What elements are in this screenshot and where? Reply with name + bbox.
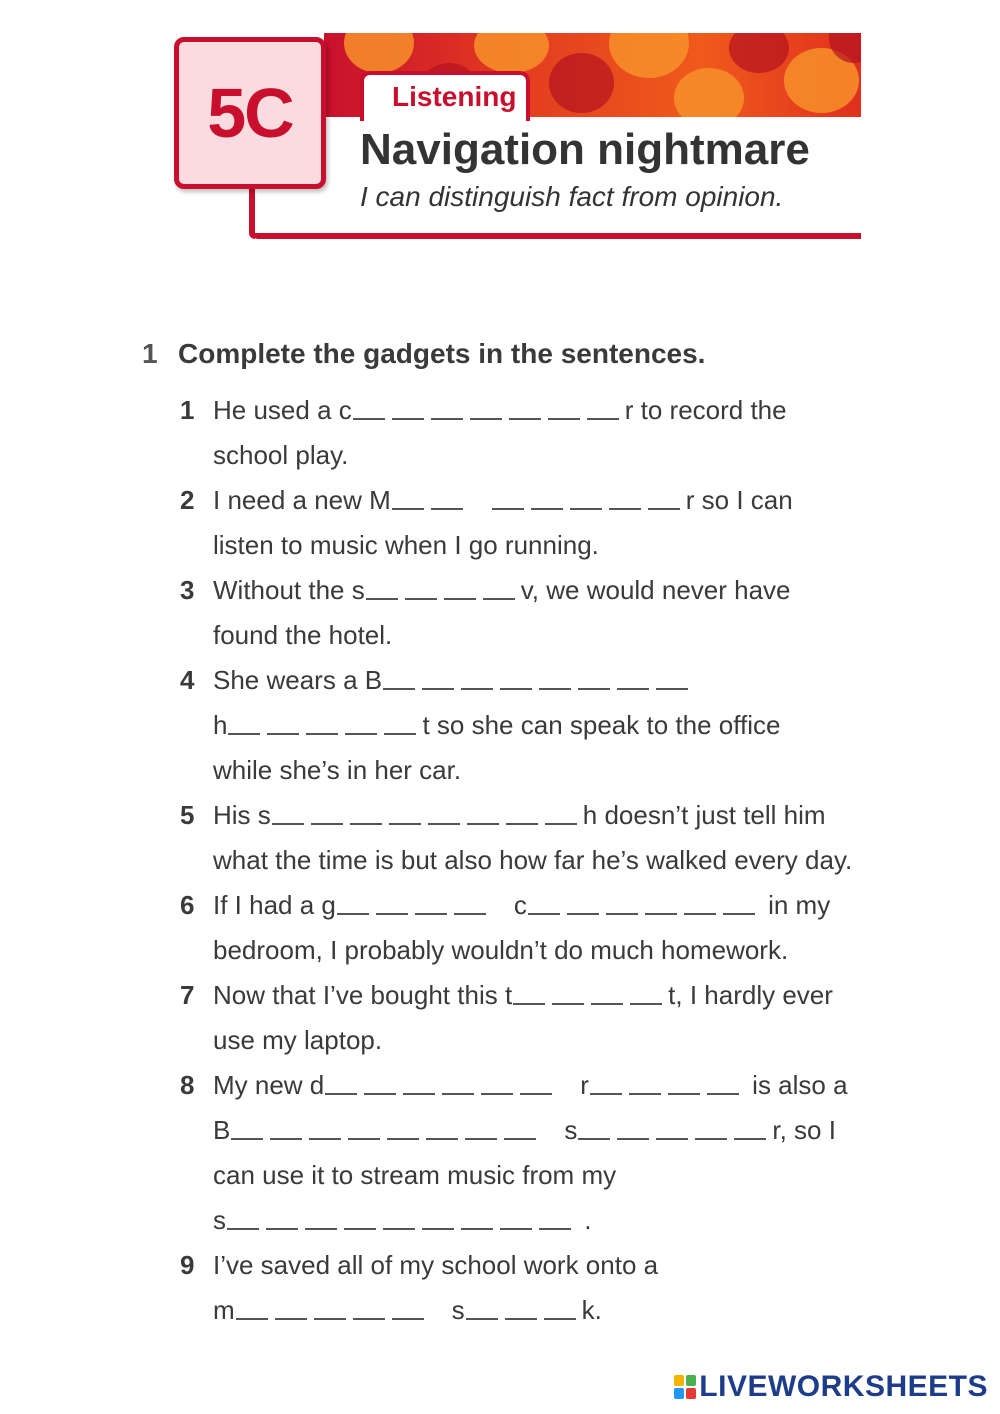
sentence-text: while she’s in her car.: [213, 755, 462, 785]
letter-blank[interactable]: [723, 913, 755, 915]
letter-blank[interactable]: [364, 1093, 396, 1095]
exercise-item: [180, 793, 940, 883]
item-line: [213, 973, 940, 1018]
letter-blank[interactable]: [544, 1318, 576, 1320]
exercise-heading: [142, 338, 705, 370]
letter-blank[interactable]: [552, 1003, 584, 1005]
sentence-text: Now that I’ve bought this t: [213, 980, 513, 1010]
item-line: [213, 1198, 940, 1243]
item-line: [213, 613, 940, 658]
letter-blank[interactable]: [531, 508, 563, 510]
letter-blank[interactable]: [548, 418, 580, 420]
item-number: 4: [180, 665, 195, 695]
letter-blank[interactable]: [389, 823, 421, 825]
exercise-items: [180, 388, 940, 1333]
sentence-text: r: [580, 1070, 589, 1100]
sentence-text: s: [564, 1115, 578, 1145]
letter-blank[interactable]: [656, 688, 688, 690]
unit-header-banner: [174, 33, 861, 243]
letter-blank[interactable]: [422, 1228, 454, 1230]
item-line: [213, 658, 940, 703]
letter-blank[interactable]: [587, 418, 619, 420]
letter-blank[interactable]: [405, 598, 437, 600]
item-number: 2: [180, 485, 195, 515]
item-line: [213, 433, 940, 478]
letter-blank[interactable]: [539, 688, 571, 690]
letter-blank[interactable]: [267, 733, 299, 735]
letter-blank[interactable]: [483, 598, 515, 600]
letter-blank[interactable]: [590, 1093, 622, 1095]
letter-blank[interactable]: [366, 598, 398, 600]
page-title: Navigation nightmare: [360, 125, 810, 174]
item-line: [213, 1243, 940, 1288]
item-line: [213, 523, 940, 568]
letter-blank[interactable]: [337, 913, 369, 915]
item-number: 6: [180, 890, 195, 920]
item-line: [213, 1153, 940, 1198]
letter-blank[interactable]: [231, 1138, 263, 1140]
letter-blank[interactable]: [266, 1228, 298, 1230]
letter-blank[interactable]: [695, 1138, 727, 1140]
letter-blank[interactable]: [500, 688, 532, 690]
item-line: [213, 1288, 940, 1333]
letter-blank[interactable]: [520, 1093, 552, 1095]
letter-blank[interactable]: [461, 688, 493, 690]
sentence-text: v, we would never have: [520, 575, 791, 605]
exercise-item: [180, 973, 940, 1063]
logo-text: LIVEWORKSHEETS: [699, 1370, 988, 1403]
letter-blank[interactable]: [431, 418, 463, 420]
letter-blank[interactable]: [275, 1318, 307, 1320]
item-number: 5: [180, 800, 195, 830]
item-line: [213, 748, 940, 793]
letter-blank[interactable]: [461, 1228, 493, 1230]
item-line: [213, 838, 940, 883]
letter-blank[interactable]: [431, 508, 463, 510]
sentence-text: is also a: [744, 1070, 848, 1100]
letter-blank[interactable]: [645, 913, 677, 915]
letter-blank[interactable]: [617, 688, 649, 690]
exercise-item: [180, 568, 940, 658]
item-number: 3: [180, 575, 195, 605]
letter-blank[interactable]: [470, 418, 502, 420]
item-line: [213, 1108, 940, 1153]
item-line: [213, 1063, 940, 1108]
letter-blank[interactable]: [392, 418, 424, 420]
letter-blank[interactable]: [442, 1093, 474, 1095]
exercise-item: [180, 658, 940, 793]
letter-blank[interactable]: [504, 1138, 536, 1140]
letter-blank[interactable]: [376, 913, 408, 915]
letter-blank[interactable]: [481, 1093, 513, 1095]
letter-blank[interactable]: [415, 913, 447, 915]
sentence-text: .: [577, 1205, 592, 1235]
letter-blank[interactable]: [629, 1093, 661, 1095]
exercise-instruction: Complete the gadgets in the sentences.: [178, 338, 706, 369]
letter-blank[interactable]: [428, 823, 460, 825]
letter-blank[interactable]: [350, 823, 382, 825]
sentence-text: r so I can: [685, 485, 793, 515]
letter-blank[interactable]: [707, 1093, 739, 1095]
letter-blank[interactable]: [513, 1003, 545, 1005]
letter-blank[interactable]: [228, 733, 260, 735]
item-line: [213, 703, 940, 748]
letter-blank[interactable]: [528, 913, 560, 915]
item-line: [213, 928, 940, 973]
letter-blank[interactable]: [345, 733, 377, 735]
letter-blank[interactable]: [392, 508, 424, 510]
letter-blank[interactable]: [591, 1003, 623, 1005]
sentence-text: She wears a B: [213, 665, 383, 695]
sentence-text: My new d: [213, 1070, 325, 1100]
letter-blank[interactable]: [465, 1138, 497, 1140]
sentence-text: can use it to stream music from my: [213, 1160, 617, 1190]
letter-blank[interactable]: [567, 913, 599, 915]
letter-blank[interactable]: [609, 508, 641, 510]
letter-blank[interactable]: [734, 1138, 766, 1140]
letter-blank[interactable]: [270, 1138, 302, 1140]
letter-blank[interactable]: [272, 823, 304, 825]
sentence-text: His s: [213, 800, 271, 830]
letter-blank[interactable]: [305, 1228, 337, 1230]
banner-rule-vertical: [249, 183, 255, 239]
sentence-text: bedroom, I probably wouldn’t do much homework.: [213, 935, 789, 965]
section-label-tab: [360, 71, 530, 121]
item-line: [213, 1018, 940, 1063]
sentence-text: use my laptop.: [213, 1025, 383, 1055]
sentence-text: k.: [581, 1295, 602, 1325]
sentence-text: s: [213, 1205, 226, 1235]
banner-rule-horizontal: [252, 233, 861, 239]
letter-blank[interactable]: [617, 1138, 649, 1140]
exercise-number: 1: [142, 338, 158, 369]
letter-blank[interactable]: [505, 1318, 537, 1320]
exercise-item: [180, 388, 940, 478]
sentence-text: B: [213, 1115, 231, 1145]
letter-blank[interactable]: [348, 1138, 380, 1140]
unit-number: 5C: [207, 74, 293, 152]
letter-blank[interactable]: [309, 1138, 341, 1140]
sentence-text: Without the s: [213, 575, 365, 605]
unit-badge: [174, 37, 326, 189]
sentence-text: h doesn’t just tell him: [582, 800, 826, 830]
item-line: [213, 388, 940, 433]
letter-blank[interactable]: [325, 1093, 357, 1095]
sentence-text: t so she can speak to the office: [422, 710, 781, 740]
item-number: 7: [180, 980, 195, 1010]
letter-blank[interactable]: [236, 1318, 268, 1320]
item-line: [213, 568, 940, 613]
letter-blank[interactable]: [630, 1003, 662, 1005]
sentence-text: in my: [760, 890, 831, 920]
letter-blank[interactable]: [684, 913, 716, 915]
section-label: Listening: [392, 81, 517, 112]
item-line: [213, 883, 940, 928]
item-number: 1: [180, 395, 195, 425]
item-number: 9: [180, 1250, 195, 1280]
sentence-text: h: [213, 710, 228, 740]
letter-blank[interactable]: [656, 1138, 688, 1140]
sentence-text: r, so I: [772, 1115, 836, 1145]
letter-blank[interactable]: [311, 823, 343, 825]
liveworksheets-logo-icon: [674, 1375, 696, 1399]
item-line: [213, 793, 940, 838]
letter-blank[interactable]: [306, 733, 338, 735]
sentence-text: I’ve saved all of my school work onto a: [213, 1250, 659, 1280]
item-line: [213, 478, 940, 523]
letter-blank[interactable]: [578, 688, 610, 690]
letter-blank[interactable]: [403, 1093, 435, 1095]
letter-blank[interactable]: [344, 1228, 376, 1230]
letter-blank[interactable]: [509, 418, 541, 420]
letter-blank[interactable]: [353, 1318, 385, 1320]
exercise-item: [180, 1243, 940, 1333]
sentence-text: He used a c: [213, 395, 352, 425]
sentence-text: listen to music when I go running.: [213, 530, 599, 560]
letter-blank[interactable]: [384, 733, 416, 735]
sentence-text: school play.: [213, 440, 349, 470]
letter-blank[interactable]: [668, 1093, 700, 1095]
letter-blank[interactable]: [383, 1228, 415, 1230]
sentence-text: c: [513, 890, 527, 920]
letter-blank[interactable]: [500, 1228, 532, 1230]
exercise-item: [180, 1063, 940, 1243]
letter-blank[interactable]: [648, 508, 680, 510]
exercise-item: [180, 883, 940, 973]
sentence-text: If I had a g: [213, 890, 336, 920]
letter-blank[interactable]: [314, 1318, 346, 1320]
letter-blank[interactable]: [545, 823, 577, 825]
letter-blank[interactable]: [444, 598, 476, 600]
title-area: [324, 117, 861, 233]
letter-blank[interactable]: [454, 913, 486, 915]
sentence-text: what the time is but also how far he’s walked every day.: [213, 845, 853, 875]
letter-blank[interactable]: [426, 1138, 458, 1140]
sentence-text: t, I hardly ever: [668, 980, 833, 1010]
letter-blank[interactable]: [606, 913, 638, 915]
sentence-text: m: [213, 1295, 235, 1325]
letter-blank[interactable]: [570, 508, 602, 510]
letter-blank[interactable]: [539, 1228, 571, 1230]
letter-blank[interactable]: [467, 823, 499, 825]
sentence-text: r to record the: [624, 395, 787, 425]
letter-blank[interactable]: [353, 418, 385, 420]
letter-blank[interactable]: [392, 1318, 424, 1320]
letter-blank[interactable]: [387, 1138, 419, 1140]
liveworksheets-logo: [674, 1370, 988, 1404]
letter-blank[interactable]: [422, 688, 454, 690]
letter-blank[interactable]: [227, 1228, 259, 1230]
letter-blank[interactable]: [466, 1318, 498, 1320]
item-number: 8: [180, 1070, 195, 1100]
sentence-text: s: [451, 1295, 465, 1325]
sentence-text: found the hotel.: [213, 620, 393, 650]
letter-blank[interactable]: [492, 508, 524, 510]
letter-blank[interactable]: [578, 1138, 610, 1140]
sentence-text: I need a new M: [213, 485, 391, 515]
letter-blank[interactable]: [506, 823, 538, 825]
page-subtitle: I can distinguish fact from opinion.: [360, 181, 784, 212]
letter-blank[interactable]: [383, 688, 415, 690]
exercise-item: [180, 478, 940, 568]
